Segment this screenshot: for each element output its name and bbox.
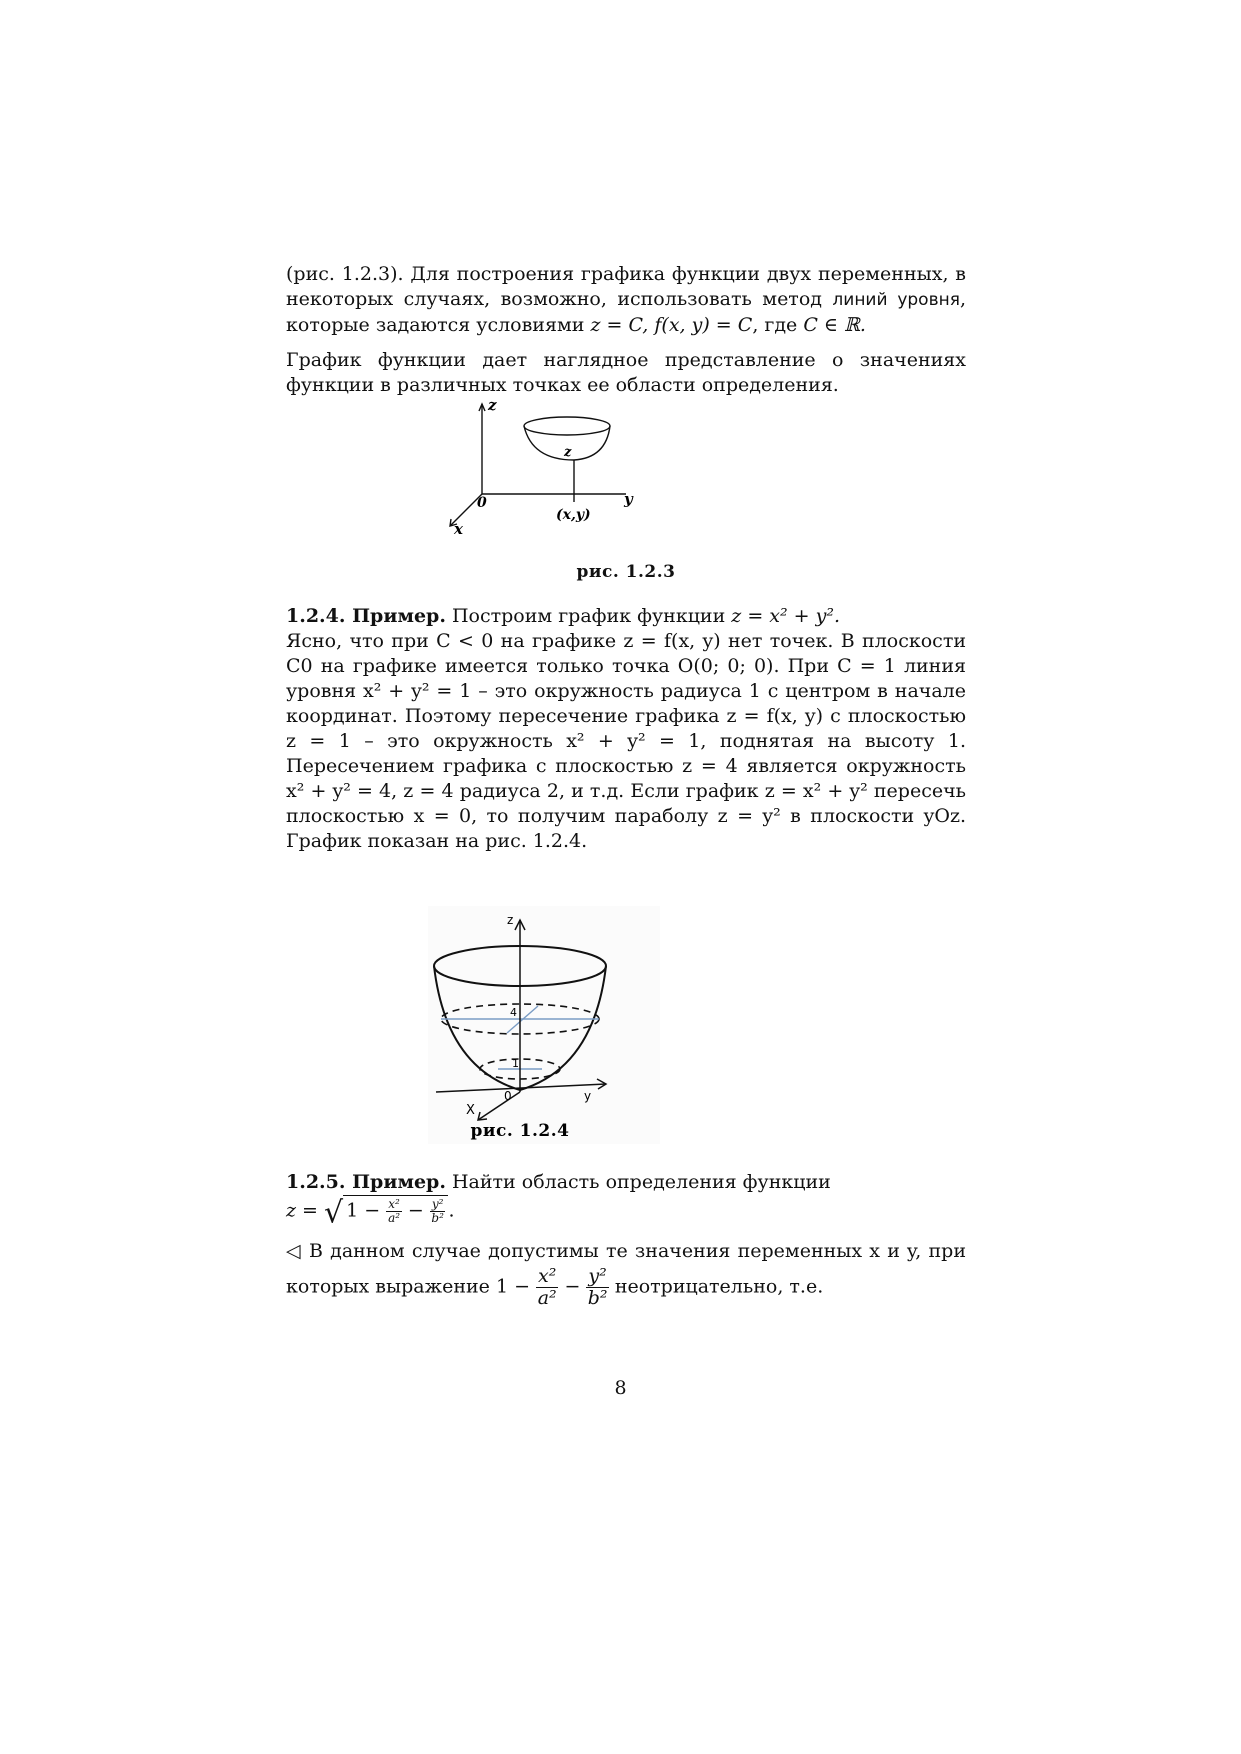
text-span: неотрицательно, т.е. (614, 1275, 824, 1298)
example-1-2-5-heading (286, 1170, 966, 1195)
figure-1-2-4-drawing (286, 906, 966, 1144)
text-span: (рис. 1.2.3). Для построения графика функции двух переменных, в некоторых случаях, возможно, использовать метод (286, 263, 966, 310)
fraction-y2-b2-large (586, 1266, 608, 1309)
numerator: x² (388, 1197, 400, 1211)
page-number: 8 (614, 1377, 627, 1399)
formula: C ∈ ℝ. (803, 314, 866, 336)
example-label: 1.2.5. Пример. (286, 1171, 446, 1193)
paragraph-graph-meaning: График функции дает наглядное представление о значениях функции в различных точках ее области определения. (286, 349, 966, 396)
y-axis-label: y (584, 1089, 592, 1103)
x-axis-label: x (454, 520, 463, 538)
z-axis-label: z (507, 913, 514, 927)
page-content (286, 262, 966, 1308)
formula-part: 1 − (346, 1199, 381, 1222)
formula-part: − (407, 1199, 424, 1222)
caption-1-2-4: рис. 1.2.4 (470, 1121, 570, 1141)
origin-label: 0 (504, 1089, 512, 1103)
paragraph-domain-condition (286, 1236, 966, 1309)
text-span: , где (752, 314, 804, 336)
term-level-lines: линий уровня (832, 290, 960, 310)
level-label-4: 4 (510, 1006, 517, 1019)
z-value-label: z (564, 445, 572, 460)
formula: z = x² + y². (731, 605, 841, 627)
bowl-rim (524, 417, 610, 435)
denominator: a² (537, 1286, 557, 1309)
numerator: x² (538, 1264, 557, 1287)
denominator: b² (587, 1286, 608, 1309)
figure-background (428, 906, 660, 1144)
figure-1-2-3 (286, 398, 966, 548)
sqrt-radicand (343, 1195, 448, 1225)
z-axis-label: z (488, 398, 497, 414)
paragraph-level-lines (286, 262, 966, 338)
formula-part: . (448, 1199, 455, 1222)
text-span: , которые задаются условиями (286, 288, 966, 336)
fraction-x2-a2-large (536, 1266, 558, 1309)
example-1-2-4-body: Ясно, что при C < 0 на графике z = f(x, y) нет точек. В плоскости C0 на графике имеется только точка O(0; 0; 0). При C = 1 линия уровня x² + y² = 1 – это окружность радиуса 1 с центром в начале координат. Поэтому пересечение графика z = f(x, y) с плоскостью z = 1 – это окружность x² + y² = 1, поднятая на высоту 1. Пересечением графика с плоскостью z = 4 является окружность x² + y² = 4, z = 4 радиуса 2, и т.д. Если график z = x² + y² пересечь плоскостью x = 0, то получим параболу z = y² в плоскости yOz. График показан на рис. 1.2.4. (286, 630, 966, 852)
origin-label: 0 (477, 495, 487, 511)
example-label: 1.2.4. Пример. (286, 605, 446, 627)
text-span: Построим график функции (445, 605, 732, 627)
caption-1-2-3: рис. 1.2.3 (576, 562, 676, 582)
text-span: Найти область определения функции (445, 1171, 831, 1193)
fraction-y2-b2 (430, 1198, 446, 1225)
denominator: a² (388, 1211, 401, 1226)
text-span: ◁ В данном случае допустимы те значения переменных x и y, при которых выражение 1 − (286, 1239, 966, 1298)
figure-1-2-4 (286, 906, 966, 1144)
formula: z = C, f(x, y) = C (590, 314, 753, 336)
example-1-2-5-formula (286, 1195, 966, 1231)
formula-lhs: z = (286, 1199, 318, 1222)
sqrt-sign: √ (324, 1195, 344, 1231)
level-label-1: 1 (512, 1057, 519, 1070)
fraction-x2-a2 (386, 1198, 402, 1225)
x-axis-label: X (466, 1103, 475, 1118)
example-1-2-4-heading (286, 604, 966, 629)
numerator: y² (588, 1264, 607, 1287)
formula-part: − (564, 1275, 581, 1298)
xy-point-label: (x,y) (556, 507, 591, 523)
numerator: y² (431, 1197, 444, 1211)
figure-1-2-3-drawing (286, 398, 966, 548)
y-axis-label: y (624, 490, 633, 508)
denominator: b² (431, 1211, 444, 1226)
